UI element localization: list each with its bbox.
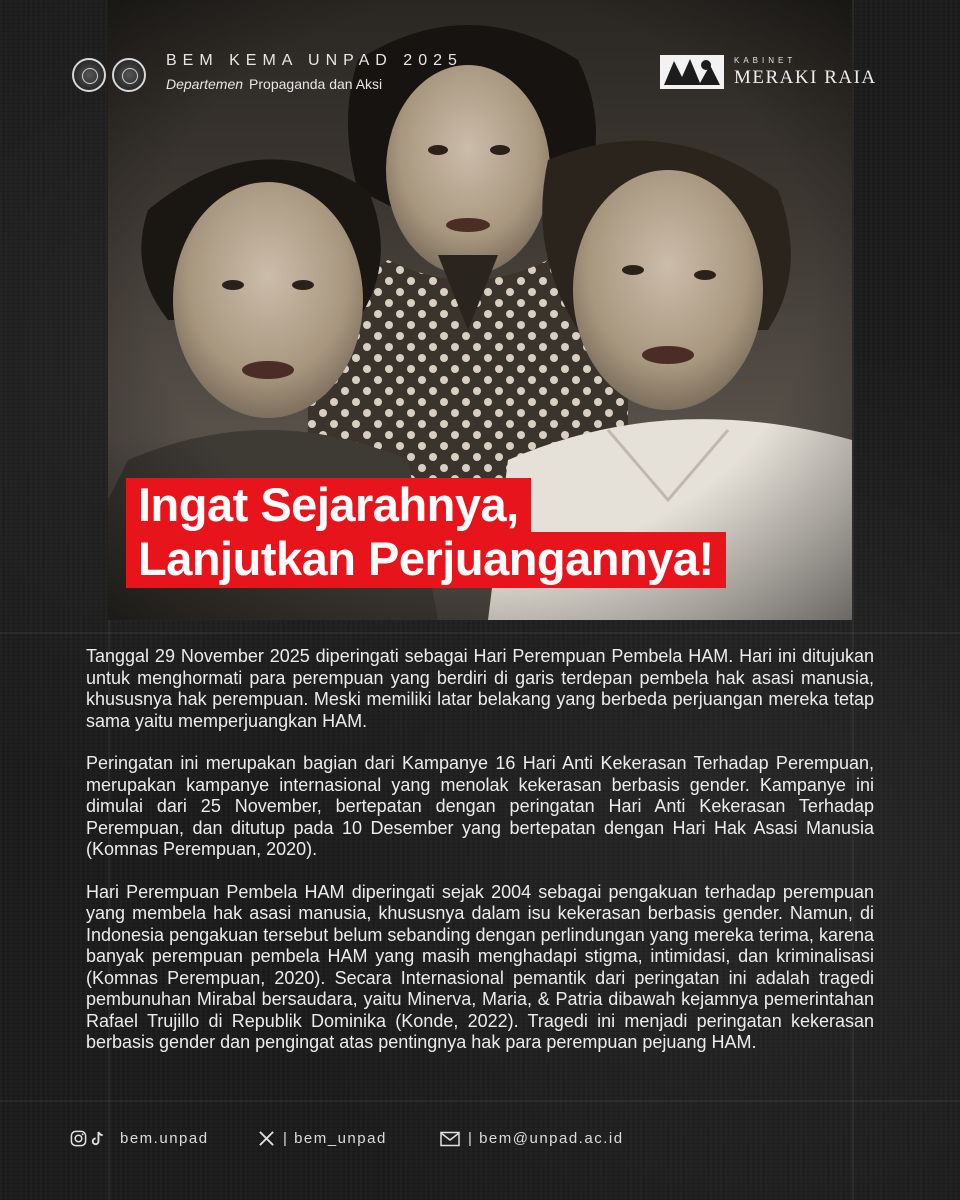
- department-prefix: Departemen: [166, 76, 244, 92]
- unpad-seal-icon: [112, 58, 146, 92]
- email-link[interactable]: [440, 1130, 624, 1147]
- paragraph-2: Peringatan ini merupakan bagian dari Kampanye 16 Hari Anti Kekerasan Terhadap Perempuan, merupakan kampanye internasional yang menolak kekerasan berbasis gender. Kampanye ini dimulai dari 25 November, bertepatan dengan peringatan Hari Anti Kekerasan Terhadap Perempuan, dan ditutup pada 10 Desember yang bertepatan dengan Hari Hak Asasi Manusia (Komnas Perempuan, 2020).: [86, 753, 874, 859]
- headline-line-1: Ingat Sejarahnya,: [126, 478, 531, 534]
- ministry-seal-icon: [72, 58, 106, 92]
- headline: [126, 478, 726, 588]
- cabinet-brand: [660, 55, 877, 89]
- paragraph-1: Tanggal 29 November 2025 diperingati sebagai Hari Perempuan Pembela HAM. Hari ini ditujukan untuk menghormati para perempuan yang berdiri di garis terdepan pembela hak asasi manusia, khususnya hak perempuan. Meski memiliki latar belakang yang berbeda perjuangan mereka tetap sama yaitu memperjuangkan HAM.: [86, 646, 874, 731]
- headline-line-2: Lanjutkan Perjuangannya!: [126, 532, 726, 588]
- instagram-icon: [70, 1130, 87, 1147]
- fold-line: [0, 1100, 960, 1102]
- article-body: [86, 646, 874, 1075]
- fold-line: [0, 632, 960, 634]
- footer-contacts: [70, 1130, 890, 1154]
- email-address: | bem@unpad.ac.id: [468, 1130, 624, 1147]
- x-handle: | bem_unpad: [283, 1130, 387, 1147]
- social-handle: bem.unpad: [120, 1130, 209, 1147]
- cabinet-logo-icon: [660, 55, 724, 89]
- x-icon: [258, 1130, 275, 1147]
- x-link[interactable]: [258, 1130, 387, 1147]
- paragraph-3: Hari Perempuan Pembela HAM diperingati sejak 2004 sebagai pengakuan terhadap perempuan yang membela hak asasi manusia, khususnya dalam isu kekerasan berbasis gender. Namun, di Indonesia pengakuan tersebut belum sebanding dengan perlindungan yang mereka terima, karena banyak perempuan pembela HAM yang masih menghadapi stigma, intimidasi, dan kriminalisasi (Komnas Perempuan, 2020). Secara Internasional pemantik dari peringatan ini adalah tragedi pembunuhan Mirabal bersaudara, yaitu Minerva, Maria, & Patria dibawah kejamnya pemerintahan Rafael Trujillo di Republik Dominika (Konde, 2022). Tragedi ini menjadi peringatan kekerasan berbasis gender dan pengingat atas pentingnya hak para perempuan pejuang HAM.: [86, 881, 874, 1052]
- social-link[interactable]: [70, 1130, 209, 1147]
- university-logos: [72, 58, 146, 92]
- cabinet-label: KABINET: [734, 56, 797, 65]
- org-title: BEM KEMA UNPAD 2025: [166, 52, 463, 69]
- cabinet-name: MERAKI RAIA: [734, 67, 877, 88]
- tiktok-icon: [89, 1130, 106, 1147]
- department-name: Propaganda dan Aksi: [249, 76, 383, 92]
- mail-icon: [440, 1131, 460, 1147]
- department-label: [166, 76, 382, 92]
